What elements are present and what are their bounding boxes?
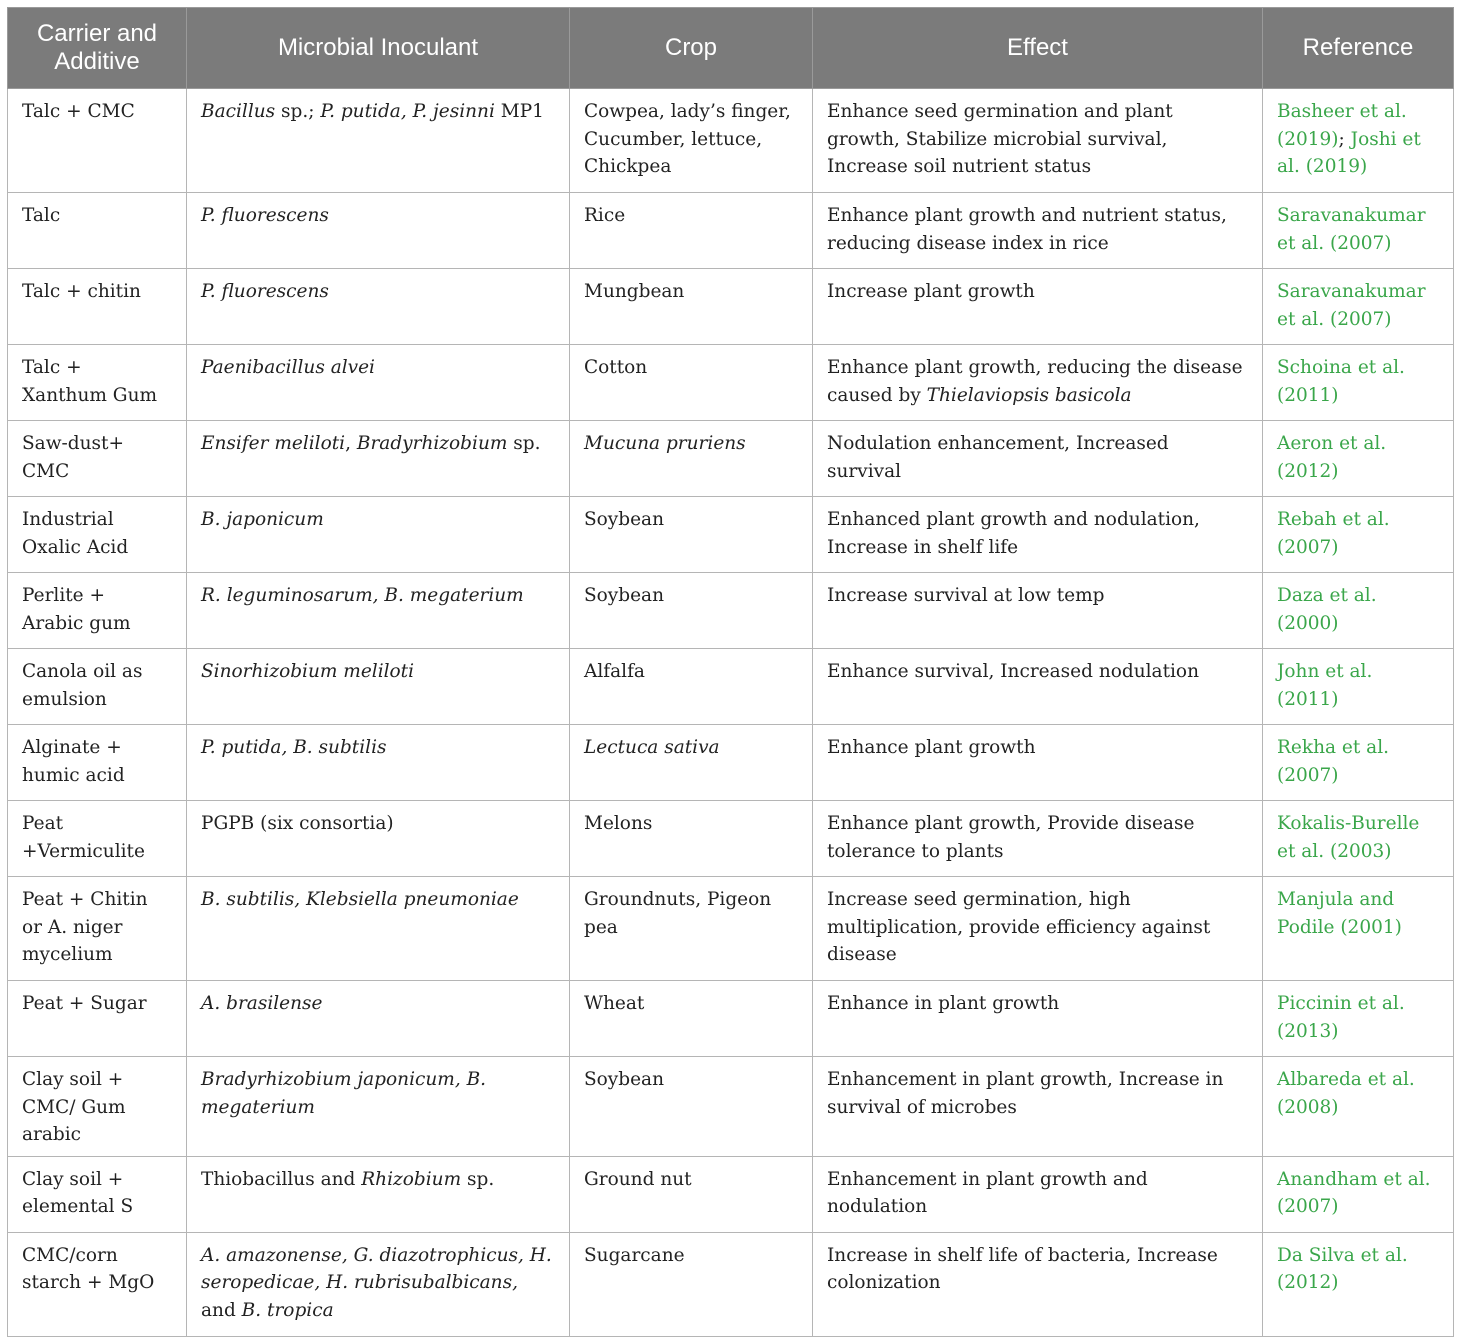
cell-carrier: Talc [8, 193, 187, 269]
cell-crop [570, 981, 813, 1057]
cell-crop [570, 725, 813, 801]
text-segment: Increase survival at low temp [827, 585, 1105, 606]
text-segment: Lectuca sativa [584, 737, 720, 758]
text-segment: B. tropica [241, 1299, 334, 1321]
text-segment: Enhance seed germination and plant growth, Stabilize microbial survival, Increase soil nutrient status [827, 101, 1173, 177]
table-row [8, 1057, 1454, 1157]
cell-inoculant [187, 981, 570, 1057]
cell-crop [570, 345, 813, 421]
header-effect: Effect [813, 8, 1263, 89]
cell-effect [813, 877, 1263, 981]
cell-reference [1263, 89, 1454, 193]
cell-inoculant [187, 573, 570, 649]
cell-reference [1263, 981, 1454, 1057]
cell-crop [570, 193, 813, 269]
table-row [8, 345, 1454, 421]
cell-carrier: Peat +Vermiculite [8, 801, 187, 877]
header-crop: Crop [570, 8, 813, 89]
cell-effect [813, 269, 1263, 345]
text-segment: Enhance plant growth, Provide disease tolerance to plants [827, 813, 1195, 862]
text-segment: Bacillus [201, 101, 276, 122]
text-segment: Sinorhizobium meliloti [201, 661, 415, 682]
text-segment: R. leguminosarum, B. megaterium [201, 585, 524, 606]
cell-reference [1263, 573, 1454, 649]
text-segment: Nodulation enhancement, Increased survival [827, 433, 1169, 482]
cell-crop [570, 877, 813, 981]
cell-inoculant [187, 1156, 570, 1232]
cell-reference [1263, 193, 1454, 269]
cell-effect [813, 649, 1263, 725]
cell-carrier: Saw-dust+ CMC [8, 421, 187, 497]
header-inoculant: Microbial Inoculant [187, 8, 570, 89]
text-segment: Enhance plant growth and nutrient status, reducing disease index in rice [827, 205, 1227, 254]
cell-crop [570, 497, 813, 573]
reference-link[interactable]: Schoina et al. (2011) [1277, 357, 1405, 406]
cell-inoculant [187, 421, 570, 497]
text-segment: Cotton [584, 357, 648, 378]
text-segment: B. japonicum [201, 509, 324, 530]
cell-carrier: Perlite + Arabic gum [8, 573, 187, 649]
text-segment: sp. [461, 1168, 495, 1190]
cell-inoculant [187, 725, 570, 801]
cell-reference [1263, 649, 1454, 725]
cell-carrier: Canola oil as emulsion [8, 649, 187, 725]
text-segment: Enhance in plant growth [827, 993, 1060, 1014]
text-segment: Enhance plant growth [827, 737, 1036, 758]
cell-carrier: Talc + chitin [8, 269, 187, 345]
cell-crop [570, 1057, 813, 1157]
cell-effect [813, 1232, 1263, 1336]
cell-crop [570, 801, 813, 877]
reference-link[interactable]: Manjula and Podile (2001) [1277, 889, 1402, 938]
table-row [8, 269, 1454, 345]
cell-carrier: Industrial Oxalic Acid [8, 497, 187, 573]
text-segment: Mungbean [584, 281, 685, 302]
table-row [8, 649, 1454, 725]
cell-effect [813, 801, 1263, 877]
text-segment: Thiobacillus and [201, 1168, 362, 1190]
cell-carrier: Clay soil + CMC/ Gum arabic [8, 1057, 187, 1157]
text-segment: and [201, 1299, 242, 1321]
text-segment: P. fluorescens [201, 281, 329, 302]
text-segment: Increase seed germination, high multiplication, provide efficiency against disease [827, 889, 1211, 965]
text-segment: Enhancement in plant growth and nodulation [827, 1168, 1148, 1217]
table-row [8, 725, 1454, 801]
text-segment: Alfalfa [584, 661, 645, 682]
cell-inoculant [187, 877, 570, 981]
text-segment: Rhizobium [361, 1168, 462, 1190]
header-row [8, 8, 1454, 89]
text-segment: Groundnuts, Pigeon pea [584, 889, 772, 938]
text-segment: Rice [584, 205, 626, 226]
text-segment: Bradyrhizobium japonicum, B. megaterium [201, 1069, 487, 1118]
text-segment: Thielaviopsis basicola [926, 384, 1132, 406]
text-segment: Enhancement in plant growth, Increase in survival of microbes [827, 1069, 1224, 1118]
cell-effect [813, 1156, 1263, 1232]
cell-effect [813, 497, 1263, 573]
text-segment: MP1 [494, 101, 544, 122]
text-segment: Ground nut [584, 1168, 692, 1190]
text-segment: Increase in shelf life of bacteria, Increase colonization [827, 1244, 1218, 1293]
cell-crop [570, 421, 813, 497]
text-segment: Soybean [584, 1069, 664, 1090]
header-carrier: Carrier and Additive [8, 8, 187, 89]
text-segment: Mucuna pruriens [584, 433, 746, 454]
text-segment: B. subtilis, Klebsiella pneumoniae [201, 889, 519, 910]
cell-carrier: Peat + Sugar [8, 981, 187, 1057]
cell-inoculant [187, 801, 570, 877]
cell-inoculant [187, 269, 570, 345]
cell-reference [1263, 1232, 1454, 1336]
cell-effect [813, 1057, 1263, 1157]
text-segment: Wheat [584, 993, 645, 1014]
cell-crop [570, 1232, 813, 1336]
table-row [8, 421, 1454, 497]
text-segment: P. putida, P. jesinni [320, 101, 495, 122]
text-segment: P. fluorescens [201, 205, 329, 226]
reference-link[interactable]: Da Silva et al. (2012) [1277, 1244, 1408, 1293]
cell-carrier: Clay soil + elemental S [8, 1156, 187, 1232]
text-segment: sp. [507, 433, 541, 454]
text-segment: Soybean [584, 509, 664, 530]
cell-effect [813, 345, 1263, 421]
text-segment: Bradyrhizobium [356, 433, 508, 454]
text-segment: PGPB (six consortia) [201, 813, 394, 834]
reference-link[interactable]: John et al. (2011) [1277, 661, 1373, 710]
reference-link[interactable]: Rekha et al. (2007) [1277, 737, 1390, 786]
table-row [8, 1232, 1454, 1336]
text-segment: A. brasilense [201, 993, 323, 1014]
cell-carrier: Talc + CMC [8, 89, 187, 193]
cell-inoculant [187, 1057, 570, 1157]
text-segment: , [345, 433, 357, 454]
reference-link[interactable]: Kokalis-Burelle et al. (2003) [1277, 813, 1420, 862]
cell-reference [1263, 801, 1454, 877]
cell-effect [813, 193, 1263, 269]
cell-inoculant [187, 193, 570, 269]
reference-link[interactable]: Rebah et al. (2007) [1277, 509, 1390, 558]
text-segment: P. putida, B. subtilis [201, 737, 387, 758]
cell-inoculant [187, 1232, 570, 1336]
text-segment: Melons [584, 813, 653, 834]
text-segment: Enhance plant growth, reducing the disease caused by [827, 357, 1243, 406]
cell-crop [570, 1156, 813, 1232]
cell-effect [813, 725, 1263, 801]
text-segment: Increase plant growth [827, 281, 1035, 302]
cell-reference [1263, 725, 1454, 801]
reference-link[interactable]: Basheer et al. (2019) [1277, 101, 1407, 150]
reference-link[interactable]: Joshi et al. (2019) [1277, 128, 1421, 177]
cell-effect [813, 421, 1263, 497]
text-segment: Sugarcane [584, 1244, 685, 1266]
table-body [8, 89, 1454, 1337]
cell-effect [813, 981, 1263, 1057]
cell-carrier: Peat + Chitin or A. niger mycelium [8, 877, 187, 981]
reference-link[interactable]: Aeron et al. (2012) [1277, 433, 1387, 482]
cell-crop [570, 573, 813, 649]
cell-reference [1263, 421, 1454, 497]
reference-link[interactable]: Piccinin et al. (2013) [1277, 993, 1405, 1042]
cell-carrier: Alginate + humic acid [8, 725, 187, 801]
text-segment: Enhanced plant growth and nodulation, Increase in shelf life [827, 509, 1200, 558]
text-segment: Ensifer meliloti [201, 433, 346, 454]
cell-reference [1263, 345, 1454, 421]
cell-inoculant [187, 345, 570, 421]
cell-effect [813, 89, 1263, 193]
reference-link[interactable]: Saravanakumar et al. (2007) [1277, 205, 1426, 254]
table-row [8, 497, 1454, 573]
reference-separator: ; [1338, 128, 1351, 150]
table-row [8, 981, 1454, 1057]
cell-crop [570, 269, 813, 345]
data-table [7, 7, 1454, 1337]
cell-effect [813, 573, 1263, 649]
cell-reference [1263, 1057, 1454, 1157]
cell-inoculant [187, 89, 570, 193]
table-row [8, 193, 1454, 269]
cell-reference [1263, 1156, 1454, 1232]
table-row [8, 573, 1454, 649]
cell-crop [570, 89, 813, 193]
cell-carrier: Talc + Xanthum Gum [8, 345, 187, 421]
text-segment: Enhance survival, Increased nodulation [827, 661, 1199, 682]
header-reference: Reference [1263, 8, 1454, 89]
text-segment: sp.; [275, 101, 321, 122]
reference-link[interactable]: Anandham et al. (2007) [1277, 1168, 1431, 1217]
cell-crop [570, 649, 813, 725]
text-segment: Soybean [584, 585, 664, 606]
cell-reference [1263, 497, 1454, 573]
table-row [8, 1156, 1454, 1232]
text-segment: A. amazonense, G. diazotrophicus, H. seropedicae, H. rubrisubalbicans, [201, 1244, 552, 1293]
cell-reference [1263, 269, 1454, 345]
reference-link[interactable]: Daza et al. (2000) [1277, 585, 1377, 634]
cell-inoculant [187, 497, 570, 573]
cell-reference [1263, 877, 1454, 981]
table-row [8, 89, 1454, 193]
reference-link[interactable]: Albareda et al. (2008) [1277, 1069, 1415, 1118]
table-row [8, 877, 1454, 981]
cell-inoculant [187, 649, 570, 725]
reference-link[interactable]: Saravanakumar et al. (2007) [1277, 281, 1426, 330]
text-segment: Cowpea, lady’s finger, Cucumber, lettuce, Chickpea [584, 101, 791, 177]
cell-carrier: CMC/corn starch + MgO [8, 1232, 187, 1336]
table-row [8, 801, 1454, 877]
text-segment: Paenibacillus alvei [201, 357, 375, 378]
